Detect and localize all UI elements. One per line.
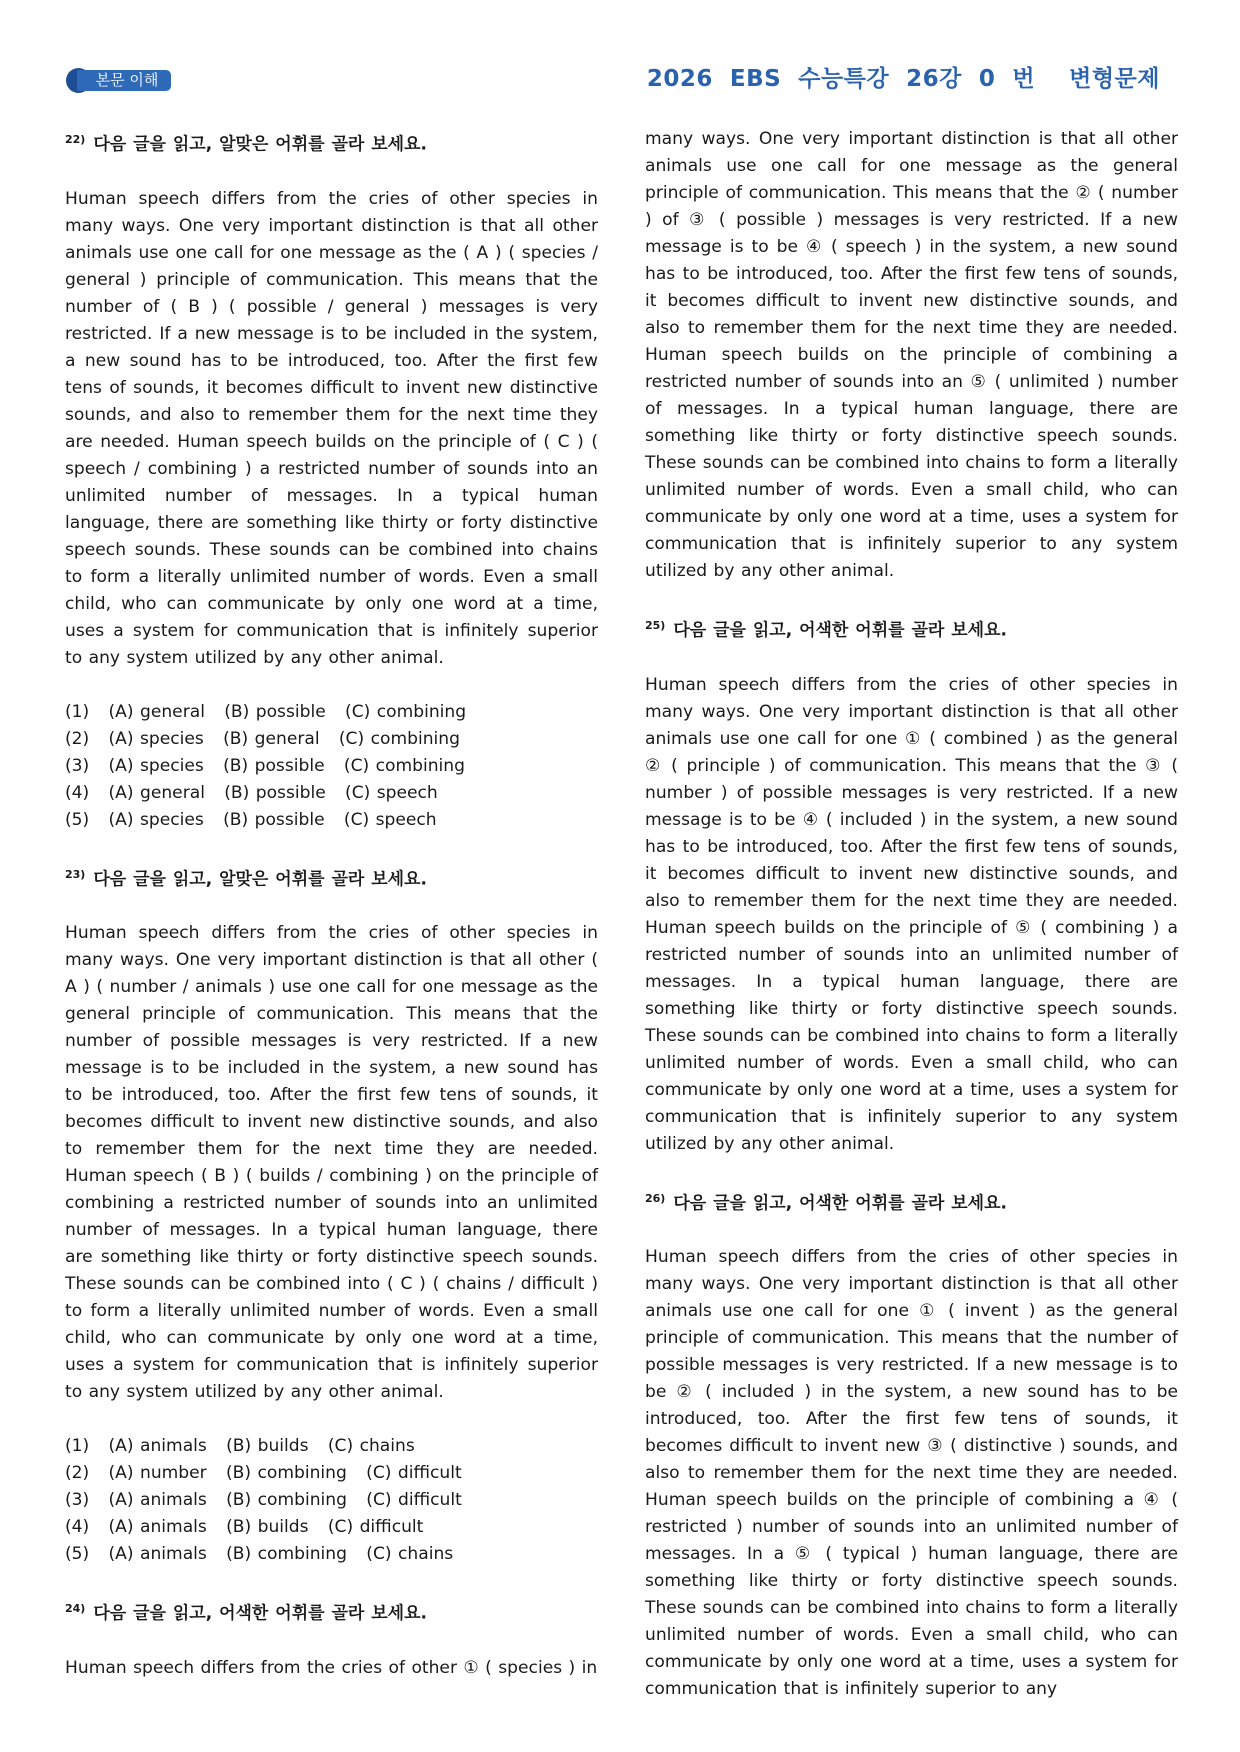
option-1[interactable]: (1) (A) animals (B) builds (C) chains [65,1436,415,1457]
badge-label: 본문 이해 [77,70,171,91]
option-2[interactable]: (2) (A) number (B) combining (C) difficult [65,1463,462,1484]
question-22-title [65,126,598,159]
question-instruction: 다음 글을 읽고, 어색한 어휘를 골라 보세요. [93,1603,427,1624]
question-number: 23) [65,867,86,881]
question-23-title [65,861,598,894]
question-instruction: 다음 글을 읽고, 어색한 어휘를 골라 보세요. [673,1193,1007,1214]
section-badge [66,68,172,93]
option-5[interactable]: (5) (A) species (B) possible (C) speech [65,809,437,830]
right-column [645,126,1178,1730]
question-26-passage: Human speech differs from the cries of other species in many ways. One very important distinction is that all other animals use one call for one ① ( invent ) as the general principle of communication. This means that the number of possible messages is very restricted. If a new message is to be ② ( included ) in the system, a new sound has to be introduced, too. After the first few tens of sounds, it becomes difficult to invent new ③ ( distinctive ) sounds, and also to remember them for the next time they are needed. Human speech builds on the principle of combining a ④ ( restricted ) number of sounds into an unlimited number of messages. In a ⑤ ( typical ) human language, there are something like thirty or forty distinctive speech sounds. These sounds can be combined into chains to form a literally unlimited number of words. Even a small child, who can communicate by only one word at a time, uses a system for communication that is infinitely superior to any [645,1247,1178,1700]
page-header [0,0,1240,110]
question-25-passage: Human speech differs from the cries of other species in many ways. One very important distinction is that all other animals use one call for one ① ( combined ) as the general ② ( principle ) of communication. This means that the ③ ( number ) of possible messages is very restricted. If a new message is to be ④ ( included ) in the system, a new sound has to be introduced, too. After the first few tens of sounds, it becomes difficult to invent new distinctive sounds, and also to remember them for the next time they are needed. Human speech builds on the principle of ⑤ ( combining ) a restricted number of sounds into an unlimited number of messages. In a typical human language, there are something like thirty or forty distinctive speech sounds. These sounds can be combined into chains to form a literally unlimited number of words. Even a small child, who can communicate by only one word at a time, uses a system for communication that is infinitely superior to any system utilized by any other animal. [645,674,1178,1154]
question-25-title [645,612,1178,645]
option-4[interactable]: (4) (A) animals (B) builds (C) difficult [65,1517,424,1538]
option-4[interactable]: (4) (A) general (B) possible (C) speech [65,782,438,803]
question-22-options [65,699,598,834]
option-2[interactable]: (2) (A) species (B) general (C) combining [65,728,460,749]
question-24-title [65,1595,598,1628]
question-23-options [65,1433,598,1568]
question-instruction: 다음 글을 읽고, 알맞은 어휘를 골라 보세요. [93,134,427,155]
option-3[interactable]: (3) (A) species (B) possible (C) combining [65,755,465,776]
question-24-passage-continued: many ways. One very important distinction is that all other animals use one call for one message as the general principle of communication. This means that the ② ( number ) of ③ ( possible ) messages is very restricted. If a new message is to be ④ ( speech ) in the system, a new sound has to be introduced, too. After the first few tens of sounds, it becomes difficult to invent new distinctive sounds, and also to remember them for the next time they are needed. Human speech builds on the principle of combining a restricted number of sounds into an ⑤ ( unlimited ) number of messages. In a typical human language, there are something like thirty or forty distinctive speech sounds. These sounds can be combined into chains to form a literally unlimited number of words. Even a small child, who can communicate by only one word at a time, uses a system for communication that is infinitely superior to any system utilized by any other animal. [645,129,1178,581]
question-number: 24) [65,1602,86,1616]
option-1[interactable]: (1) (A) general (B) possible (C) combining [65,701,467,722]
question-number: 22) [65,133,86,146]
question-24-passage-start: Human speech differs from the cries of other ① ( species ) in [65,1657,598,1678]
question-number: 26) [645,1191,666,1205]
page-title: 2026 EBS 수능특강 26강 0 번 변형문제 [646,66,1160,92]
question-number: 25) [645,619,666,632]
question-23-passage: Human speech differs from the cries of other species in many ways. One very important distinction is that all other ( A ) ( number / animals ) use one call for one message as the general principle of communication. This means that the number of possible messages is very restricted. If a new message is to be included in the system, a new sound has to be introduced, too. After the first few tens of sounds, it becomes difficult to invent new distinctive sounds, and also to remember them for the next time they are needed. Human speech ( B ) ( builds / combining ) on the principle of combining a restricted number of sounds into an unlimited number of messages. In a typical human language, there are something like thirty or forty distinctive speech sounds. These sounds can be combined into ( C ) ( chains / difficult ) to form a literally unlimited number of words. Even a small child, who can communicate by only one word at a time, uses a system for communication that is infinitely superior to any system utilized by any other animal. [65,923,598,1403]
question-22-passage: Human speech differs from the cries of other species in many ways. One very important distinction is that all other animals use one call for one message as the ( A ) ( species / general ) principle of communication. This means that the number of ( B ) ( possible / general ) messages is very restricted. If a new message is to be included in the system, a new sound has to be introduced, too. After the first few tens of sounds, it becomes difficult to invent new distinctive sounds, and also to remember them for the next time they are needed. Human speech builds on the principle of ( C ) ( speech / combining ) a restricted number of sounds into an unlimited number of messages. In a typical human language, there are something like thirty or forty distinctive speech sounds. These sounds can be combined into chains to form a literally unlimited number of words. Even a small child, who can communicate by only one word at a time, uses a system for communication that is infinitely superior to any system utilized by any other animal. [65,188,598,668]
question-26-title [645,1185,1178,1218]
question-instruction: 다음 글을 읽고, 어색한 어휘를 골라 보세요. [673,620,1007,641]
question-instruction: 다음 글을 읽고, 알맞은 어휘를 골라 보세요. [93,869,427,890]
option-5[interactable]: (5) (A) animals (B) combining (C) chains [65,1544,454,1565]
option-3[interactable]: (3) (A) animals (B) combining (C) difficult [65,1490,462,1511]
left-column [65,126,598,1709]
